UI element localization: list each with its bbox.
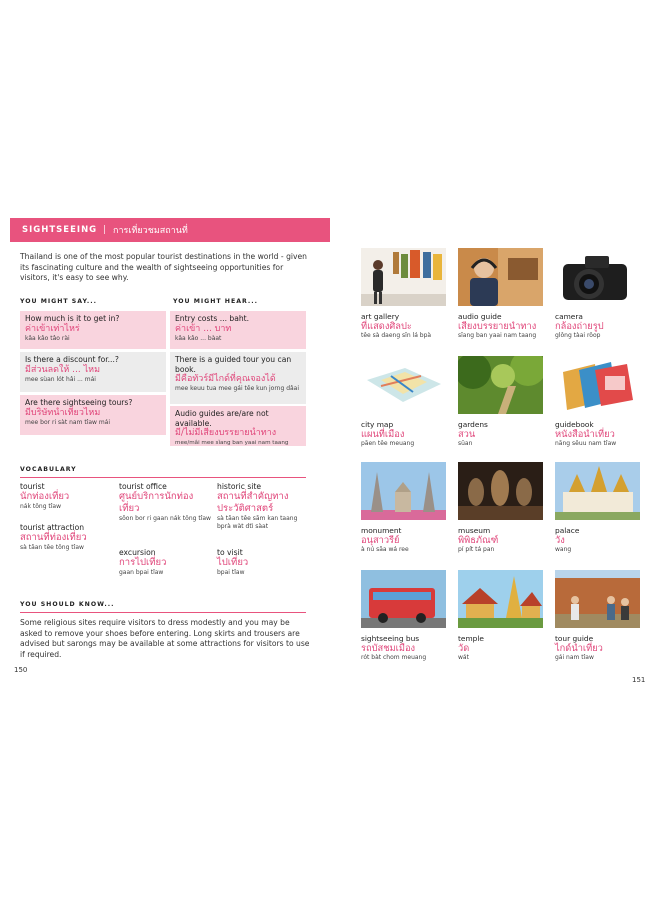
tile-thai: ที่แสดงศิลปะ	[361, 321, 412, 332]
intro-text: Thailand is one of the most popular tourist destinations in the world - given its fascinating culture and the wealth of sightseeing opportunities for visitors, it's easy to see why.	[20, 252, 307, 282]
tile-english: museum	[458, 526, 491, 535]
vocab-tourist	[20, 482, 115, 511]
tile-museum	[458, 462, 543, 554]
tile-english: city map	[361, 420, 394, 429]
tile-transliteration: sŭan	[458, 440, 473, 447]
tile-transliteration: gái nam tîaw	[555, 654, 594, 661]
tile-gardens	[458, 356, 543, 448]
vocab-english: tourist office	[119, 482, 167, 491]
hear-phrase-1	[170, 311, 306, 349]
tile-transliteration: păen têe meuang	[361, 440, 415, 447]
tile-thai: ไกด์นำเที่ยว	[555, 643, 603, 654]
hear-phrase-2	[170, 352, 306, 404]
tile-transliteration: rót bàt chom meuang	[361, 654, 427, 661]
tile-english: tour guide	[555, 634, 594, 643]
city-map-photo	[361, 356, 446, 414]
vocab-thai: สถานที่สำคัญทางประวัติศาสตร์	[217, 491, 289, 514]
vocab-to-visit	[217, 548, 309, 577]
tile-sightseeing-bus	[361, 570, 446, 662]
phrase-transliteration: mee/mâi mee sĭang ban yaai nam taang	[175, 440, 289, 446]
tile-art-gallery	[361, 248, 446, 340]
phrase-thai: ค่าเข้า ... บาท	[175, 323, 232, 334]
tile-transliteration: wát	[458, 654, 469, 661]
tile-palace	[555, 462, 640, 554]
vocab-transliteration: sà tăan têe tông tîaw	[20, 544, 84, 551]
vocab-tourist-attraction	[20, 523, 115, 552]
tile-transliteration: têe sà daeng sĭn lá bpà	[361, 332, 432, 339]
tile-thai: อนุสาวรีย์	[361, 535, 400, 546]
audio-guide-photo	[458, 248, 543, 306]
tile-tour-guide	[555, 570, 640, 662]
tile-transliteration: năng sĕuu nam tîaw	[555, 440, 617, 447]
palace-photo	[555, 462, 640, 520]
phrase-transliteration: mee sùan lót hâi ... mái	[25, 375, 96, 383]
monument-photo	[361, 462, 446, 520]
tile-english: gardens	[458, 420, 488, 429]
tile-english: audio guide	[458, 312, 502, 321]
vocab-english: tourist	[20, 482, 45, 491]
museum-photo	[458, 462, 543, 520]
vocab-english: to visit	[217, 548, 243, 557]
camera-photo	[555, 248, 640, 306]
tile-guidebook	[555, 356, 640, 448]
hear-phrase-3	[170, 406, 306, 446]
phrase-thai: มีบริษัทนำเที่ยวไหม	[25, 407, 101, 418]
you-should-know-heading: YOU SHOULD KNOW...	[20, 601, 115, 608]
tile-english: palace	[555, 526, 580, 535]
tile-english: sightseeing bus	[361, 634, 420, 643]
vocabulary-rule	[20, 477, 306, 478]
phrase-transliteration: mee keuu tua mee gái têe kun jorng dâai	[175, 385, 300, 392]
phrase-english: Audio guides are/are not available.	[175, 409, 269, 428]
vocab-thai: ศูนย์บริการนักท่องเที่ยว	[119, 491, 194, 514]
banner-title: SIGHTSEEING	[22, 225, 98, 235]
temple-photo	[458, 570, 543, 628]
you-might-hear-heading: YOU MIGHT HEAR...	[173, 298, 258, 305]
gardens-photo	[458, 356, 543, 414]
vocab-transliteration: sà tăan têe săm kan taang bprà wàt dtì sàat	[217, 515, 298, 530]
you-should-know-text: Some religious sites require visitors to dress modestly and you may be asked to remove your shoes before entering. Long skirts and trousers are advised but sarongs may be available at some attractions for visitors to use if required.	[20, 618, 310, 659]
tile-transliteration: glông tàai rôop	[555, 332, 601, 339]
you-might-say-heading: YOU MIGHT SAY...	[20, 298, 97, 305]
say-phrase-2	[20, 352, 166, 392]
sightseeing-bus-photo	[361, 570, 446, 628]
vocab-transliteration: gaan bpai tîaw	[119, 569, 164, 576]
phrase-transliteration: kâa kâo tâo rài	[25, 334, 70, 342]
vocab-english: tourist attraction	[20, 523, 85, 532]
tile-english: camera	[555, 312, 583, 321]
vocab-transliteration: bpai tîaw	[217, 569, 245, 576]
phrase-thai: มีส่วนลดให้ ... ไหม	[25, 364, 101, 375]
guidebook-photo	[555, 356, 640, 414]
tile-transliteration: sĭang ban yaai nam taang	[458, 332, 537, 339]
right-page	[330, 0, 660, 904]
tile-city-map	[361, 356, 446, 448]
tile-thai: กล้องถ่ายรูป	[555, 321, 604, 332]
art-gallery-photo	[361, 248, 446, 306]
you-should-know-rule	[20, 612, 306, 613]
tile-monument	[361, 462, 446, 554]
tile-thai: วัด	[458, 643, 470, 654]
vocab-tourist-office	[119, 482, 211, 523]
vocab-english: historic site	[217, 482, 262, 491]
phrase-transliteration: kâa kâo ... bàat	[175, 334, 222, 342]
tile-thai: หนังสือนำเที่ยว	[555, 429, 615, 440]
say-phrase-1	[20, 311, 166, 349]
vocab-thai: สถานที่ท่องเที่ยว	[20, 532, 87, 543]
tile-english: monument	[361, 526, 402, 535]
tile-audio-guide	[458, 248, 543, 340]
phrase-english: Are there sightseeing tours?	[25, 398, 133, 407]
tile-thai: รถบัสชมเมือง	[361, 643, 416, 654]
tile-english: art gallery	[361, 312, 400, 321]
tile-english: temple	[458, 634, 484, 643]
tile-temple	[458, 570, 543, 662]
vocabulary-heading: VOCABULARY	[20, 466, 77, 473]
tile-transliteration: pí pít tá pan	[458, 546, 495, 553]
phrase-transliteration: mee bor ri sàt nam tîaw mái	[25, 418, 111, 426]
phrase-english: Entry costs ... baht.	[175, 314, 250, 323]
say-phrase-3	[20, 395, 166, 435]
tile-thai: สวน	[458, 429, 476, 440]
phrase-english: Is there a discount for...?	[25, 355, 119, 364]
page-number-right: 151	[632, 676, 646, 684]
vocab-thai: นักท่องเที่ยว	[20, 491, 70, 502]
vocab-thai: ไปเที่ยว	[217, 557, 249, 568]
tile-transliteration: à nú săa wá ree	[361, 546, 409, 553]
tour-guide-photo	[555, 570, 640, 628]
phrase-thai: มี/ไม่มีเสียงบรรยายนำทาง	[175, 428, 277, 438]
banner-separator: |	[103, 225, 108, 235]
tile-english: guidebook	[555, 420, 594, 429]
tile-camera	[555, 248, 640, 340]
banner-thai-title: การเที่ยวชมสถานที่	[113, 226, 188, 236]
page-number-left: 150	[14, 666, 28, 674]
phrase-english: How much is it to get in?	[25, 314, 120, 323]
phrase-thai: ค่าเข้าเท่าไหร่	[25, 323, 80, 334]
vocab-historic-site	[217, 482, 309, 531]
phrase-english: There is a guided tour you can book.	[175, 355, 292, 374]
tile-thai: วัง	[555, 535, 565, 546]
phrase-thai: มีคือทัวร์มีไกด์ที่คุณจองได้	[175, 374, 276, 384]
tile-thai: พิพิธภัณฑ์	[458, 535, 499, 546]
vocab-transliteration: sŏon bor ri gaan nák tông tîaw	[119, 515, 211, 522]
vocab-transliteration: nák tông tîaw	[20, 503, 62, 510]
vocab-excursion	[119, 548, 211, 577]
vocab-thai: การไปเที่ยว	[119, 557, 167, 568]
section-banner	[10, 218, 330, 242]
tile-thai: เสียงบรรยายนำทาง	[458, 321, 537, 332]
vocab-english: excursion	[119, 548, 156, 557]
tile-thai: แผนที่เมือง	[361, 429, 405, 440]
tile-transliteration: wang	[555, 546, 572, 553]
